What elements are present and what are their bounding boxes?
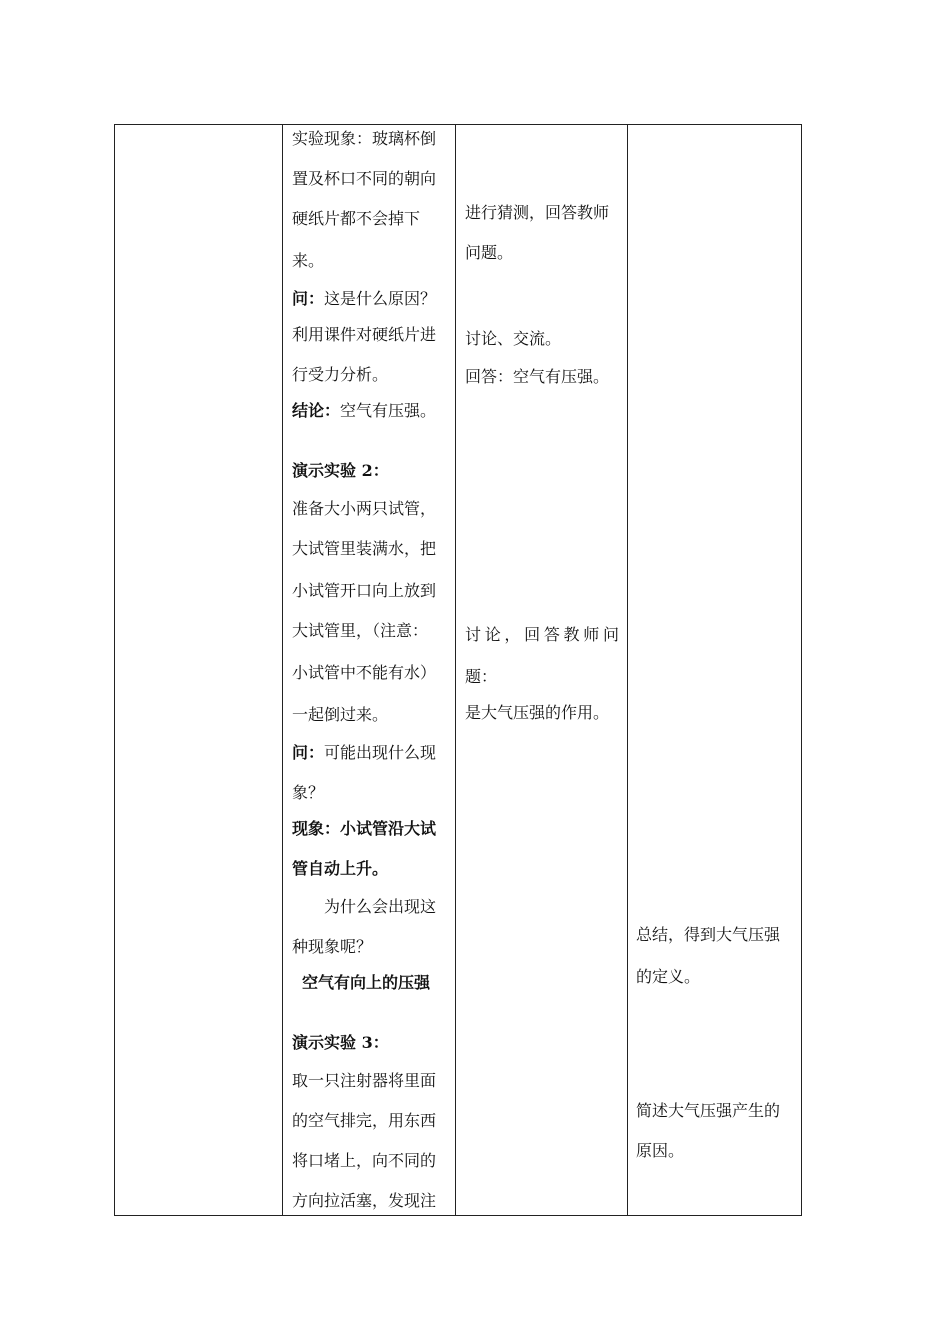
text-line: 的定义。 [636,967,701,986]
design-intent-cell [628,125,802,1215]
text-line: 硬纸片都不会掉下 [292,209,421,228]
student-activity-cell [456,125,627,1215]
label-prefix: 问： [292,743,325,762]
text-line: 讨论，回答教师问 [465,625,619,644]
label-text: 空气有压强。 [340,401,437,420]
text-line: 象？ [292,783,325,802]
text-line: 现象：小试管沿大试 [292,819,437,838]
label-prefix: 结论： [292,401,341,420]
text-line: 利用课件对硬纸片进 [292,325,437,344]
text-line: 简述大气压强产生的 [636,1101,781,1120]
text-line: 准备大小两只试管， [292,499,437,518]
text-line: 取一只注射器将里面 [292,1071,437,1090]
text-line: 讨论、交流。 [465,329,562,348]
text-line: 种现象呢？ [292,937,373,956]
text-line: 为什么会出现这 [324,897,437,916]
text-line: 一起倒过来。 [292,705,389,724]
text-line: 问题。 [465,243,514,262]
text-line [292,401,436,421]
text-line: 大试管里，（注意： [292,621,429,640]
text-line: 实验现象：玻璃杯倒 [292,129,437,148]
text-line: 置及杯口不同的朝向 [292,169,437,188]
lesson-table [114,124,802,1216]
text-line: 行受力分析。 [292,365,389,384]
text-line: 管自动上升。 [292,859,389,878]
text-line: 演示实验 2： [292,461,389,480]
text-line: 的空气排完，用东西 [292,1111,437,1130]
label-text: 可能出现什么现 [324,743,437,762]
text-line: 大试管里装满水，把 [292,539,437,558]
text-line: 总结，得到大气压强 [636,925,781,944]
text-line: 回答：空气有压强。 [465,367,610,386]
text-line: 题： [465,667,498,686]
text-line [292,289,436,309]
text-line: 原因。 [636,1141,685,1160]
text-line: 方向拉活塞，发现注 [292,1191,437,1210]
text-line: 小试管中不能有水） [292,663,437,682]
text-line: 演示实验 3： [292,1033,389,1052]
teacher-activity-cell [283,125,455,1215]
label-prefix: 问： [292,289,325,308]
text-line: 空气有向上的压强 [302,973,431,992]
text-line: 进行猜测，回答教师 [465,203,610,222]
text-line: 是大气压强的作用。 [465,703,610,722]
label-text: 这是什么原因？ [324,289,437,308]
text-line [292,743,436,763]
text-line: 小试管开口向上放到 [292,581,437,600]
text-line: 将口堵上，向不同的 [292,1151,437,1170]
column-1-cell [115,125,282,1215]
text-line: 来。 [292,251,325,270]
